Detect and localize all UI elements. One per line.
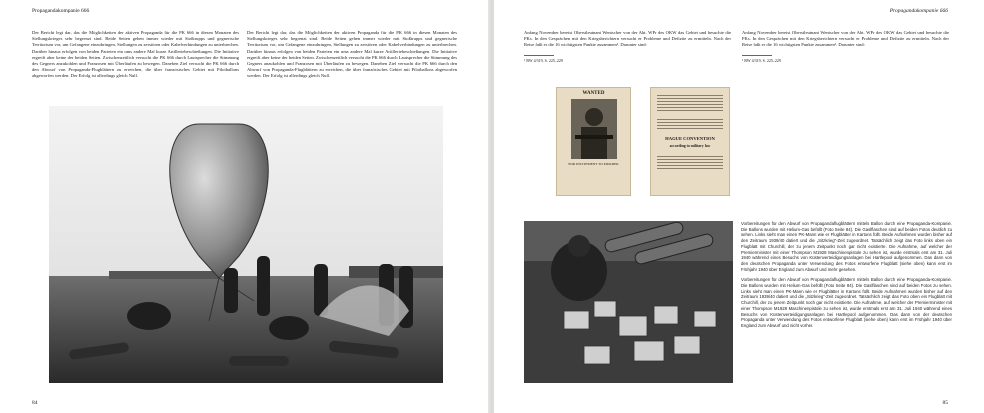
right-text-column-2: Anfang November bereist Oberstleutnant Wentscher von der Abt. WPr des OKW das Gebiet und besuchte die PKs. In den Gesprächen mit den Kriegsberichtern versucht er Probleme und Defizite zu ermitteln. Nach der Reise faßt er die 16 wichtigsten Punkte zusammen¹. Darunter sind: bbox=[742, 30, 949, 48]
left-text-column-2: Der Bericht legt dar, das die Möglichkeiten der aktiven Propaganda für die PK 666 in diesen Monaten des Stellungskrieges sehr begrenzt sind. Beide Seiten gehen immer wieder mit Stoßtrupps und gegnerische Territorium vor, um Gefangene einzubringen, Stellungen zu zerstören oder Kabelverbindungen zu unterbrechen. Darüber hinaus erfolgen von beiden Parteien ein ums andere Mal kurze Artilleriebeschießungen. Die Initiative ergreift aber keine der beiden Seiten. Zwischenzeitlich versucht die PK 666 durch Lautsprecher die Stimmung des Gegners anzukohlen und Franzosen mit Überläufen zu bewegen. Daneben Ziel versucht die PK 666 durch den Abwurf von Propaganda-Flugblättern zu erreichen, die über französisches Gebiet mit Pilotballons abgeworfen werden. Der Erfolg ist allerdings gleich Null. bbox=[247, 30, 457, 79]
hague-leaflet-text-block-2 bbox=[657, 117, 723, 131]
folio-left: 84 bbox=[32, 400, 38, 406]
left-page bbox=[0, 0, 490, 413]
captions bbox=[741, 221, 952, 334]
hague-leaflet-text-block-3 bbox=[657, 154, 723, 170]
footnote-rule-1 bbox=[524, 55, 554, 56]
footnote-1: ¹ BW 4/319, S. 225–229 bbox=[524, 58, 563, 63]
folio-right: 85 bbox=[942, 400, 948, 406]
running-head-right: Propagandakompanie 666 bbox=[889, 8, 948, 14]
running-head-left: Propagandakompanie 666 bbox=[32, 8, 90, 14]
hague-leaflet bbox=[650, 87, 730, 196]
wanted-leaflet-top: WANTED bbox=[582, 91, 605, 96]
caption-1: Vorbereitungen für den Abwurf von Propagandaflugblättern mittels Ballon durch eine Propaganda-Kompanie. Die Ballons wurden mit Helium-Gas befüllt (Foto Seite 84). Die Gaslflaschen sind auf beiden Fotos deutlich zu sehen. Links sieht man einen PK-Mann wie er Flugblätter in Kartons füllt. Beide Aufnahmen wurden bisher auf den Zeitraum 1939/40 datiert und die „Sitzkrieg“-Zeit zugeordnet. Tatsächlich zeigt das Foto links oben ein Flugblatt mit Churchill, der zu jenem Zeitpunkt noch gar nicht existierte. Die Aufnahme, auf welcher der Premierminister mit einer Thompson M1928 Maschinenpistole zu sehen ist, wurde erstmals erst am 31. Juli 1940 während eines Besuchs von Küstenverteidigungsanlagen bei Hartlepool aufgenommen. Das dann von den deutschen Propaganda unter Verwendung des Fotos entworfene Flugblatt (siehe oben) kann erst im Frühjahr 1940 über England zum Abwurf und mehr gesehen. bbox=[741, 221, 952, 272]
caption-2: Vorbereitungen für den Abwurf von Propagandaflugblättern mittels Ballon durch eine Propaganda-Kompanie. Die Ballons wurden mit Helium-Gas befüllt (Foto Seite 84). Die Gaslflaschen sind auf beiden Fotos zu sehen. Links sieht man einen PK-Mann wie er Flugblätter in Kartons füllt. Beide Aufnahmen wurden bisher auf den Zeitraum 1939/40 datiert und die „Sitzkrieg“-Zeit zugeordnet. Tatsächlich zeigt das Foto oben ein Flugblatt mit Churchill, der zu jenem Zeitpunkt noch gar nicht existierte. Die Aufnahme, auf welcher der Premierminister mit einer Thompson M1928 Maschinenpistole zu sehen ist, wurde erstmals erst am 31. Juli 1940 während eines Besuchs von Küstenverteidigungsanlagen bei Hartlepool aufgenommen. Das dann von der deutschen Propaganda unter Verwendung des Fotos entworfene Flugblatt (siehe oben) kann erst im Frühjahr 1940 über England zum Abwurf und nicht vorher. bbox=[741, 277, 952, 328]
right-text-column-1: Anfang November bereist Oberstleutnant Wentscher von der Abt. WPr des OKW das Gebiet und besuchte die PKs. In den Gesprächen mit den Kriegsberichtern versucht er Probleme und Defizite zu ermitteln. Nach der Reise faßt er die 16 wichtigsten Punkte zusammen¹. Darunter sind: bbox=[524, 30, 731, 48]
footnote-rule-2 bbox=[742, 55, 772, 56]
churchill-portrait bbox=[571, 99, 617, 159]
hague-leaflet-heading: HAGUE CONVENTION bbox=[665, 136, 715, 141]
hague-leaflet-text-block bbox=[657, 93, 723, 113]
boxes-photo bbox=[524, 221, 733, 383]
wanted-leaflet bbox=[556, 87, 631, 196]
hague-leaflet-line: according to military law bbox=[669, 144, 711, 148]
footnote-2: ¹ BW 4/319, S. 225–229 bbox=[742, 58, 781, 63]
balloon-photo bbox=[49, 106, 443, 383]
right-page bbox=[494, 0, 984, 413]
leaflets-photo bbox=[524, 76, 749, 209]
left-text-column-1: Der Bericht legt dar, das die Möglichkeiten der aktiven Propaganda für die PK 666 in diesen Monaten des Stellungskrieges sehr begrenzt sind. Beide Seiten gehen immer wieder mit Stoßtrupps und gegnerische Territorium vor, um Gefangene einzubringen, Stellungen zu zerstören oder Kabelverbindungen zu unterbrechen. Darüber hinaus erfolgen von beiden Parteien ein ums andere Mal kurze Artilleriebeschießungen. Die Initiative ergreift aber keine der beiden Seiten. Zwischenzeitlich versucht die PK 666 durch Lautsprecher die Stimmung des Gegners anzukohlen und Franzosen mit Überläufen zu bewegen. Daneben Ziel versucht die PK 666 durch den Abwurf von Propaganda-Flugblättern zu erreichen, die über französisches Gebiet mit Pilotballons abgeworfen werden. Der Erfolg ist allerdings gleich Null. bbox=[32, 30, 239, 79]
wanted-leaflet-bottom: FOR INCITEMENT TO MURDER bbox=[568, 162, 619, 166]
